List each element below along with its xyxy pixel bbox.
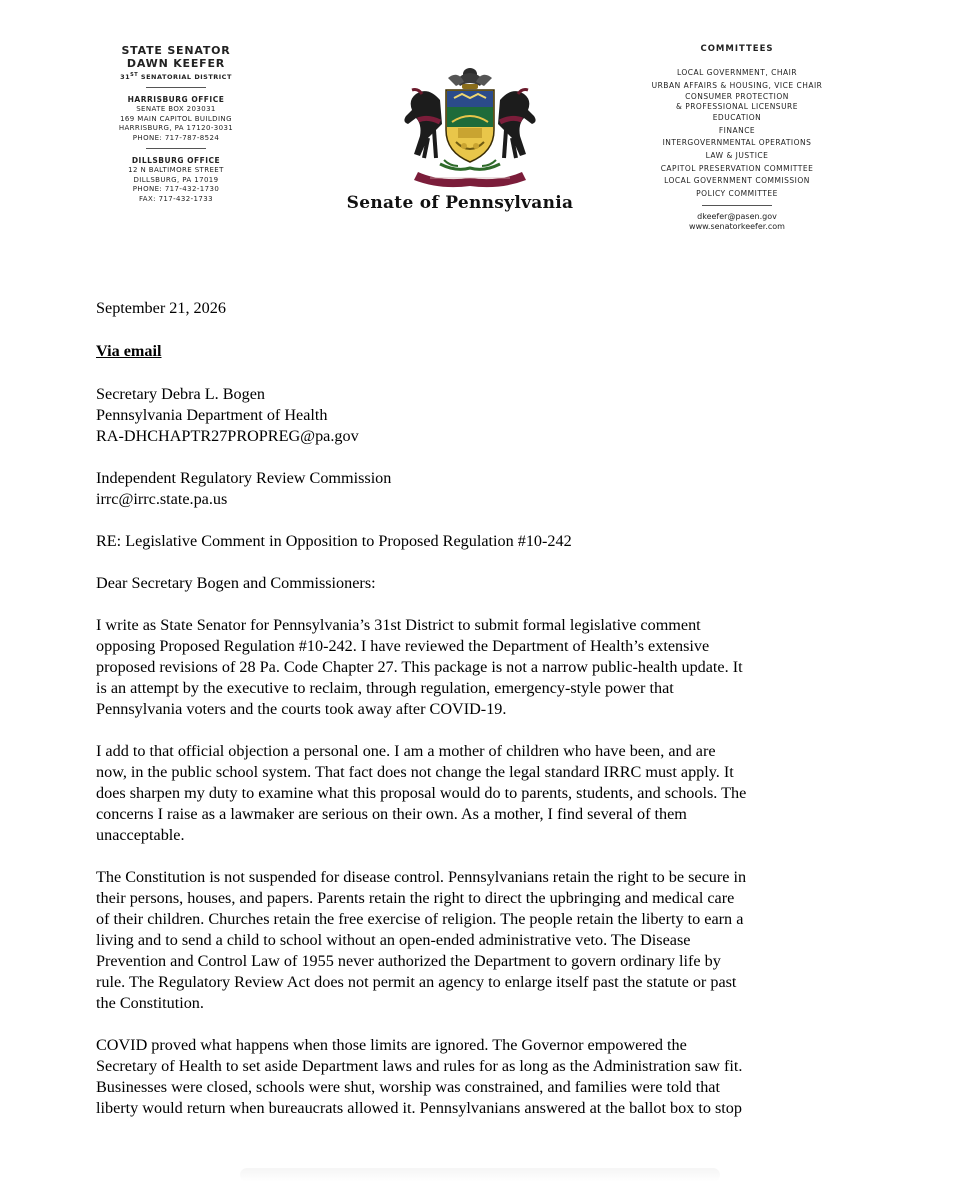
recipient-email[interactable]: RA-DHCHAPTR27PROPREG@pa.gov bbox=[96, 427, 359, 445]
letter-body bbox=[96, 298, 866, 1140]
committee-item: FINANCE bbox=[718, 125, 756, 135]
recipient-line: Independent Regulatory Review Commission bbox=[96, 469, 392, 487]
senator-name: DAWN KEEFER bbox=[126, 57, 226, 70]
eagle-crest bbox=[448, 68, 492, 89]
recipient-line: Pennsylvania Department of Health bbox=[96, 406, 328, 424]
office-line: 12 N BALTIMORE STREET bbox=[128, 166, 224, 175]
office-line: HARRISBURG, PA 17120-3031 bbox=[118, 124, 234, 133]
senator-email[interactable]: dkeefer@pasen.gov bbox=[697, 212, 777, 222]
office-line: PHONE: 717-787-8524 bbox=[132, 133, 220, 142]
motto-ribbon bbox=[414, 172, 526, 187]
recipient-address-2 bbox=[96, 468, 866, 510]
salutation: Dear Secretary Bogen and Commissioners: bbox=[96, 574, 376, 592]
body-paragraph: I write as State Senator for Pennsylvania’s 31st District to submit formal legislative comment opposing Proposed Regulation #10-242. I have reviewed the Department of Health’s extensive proposed revisions of 28 Pa. Code Chapter 27. This package is not a narrow public-health update. It is an attempt by the executive to reclaim, through regulation, emergency-style power that Pennsylvania voters and the courts took away after COVID-19. bbox=[96, 616, 743, 718]
office-heading: HARRISBURG OFFICE bbox=[127, 95, 225, 105]
committee-item: CONSUMER PROTECTION bbox=[685, 92, 789, 102]
office-line: PHONE: 717-432-1730 bbox=[132, 185, 220, 194]
divider bbox=[702, 205, 772, 206]
right-horse bbox=[498, 90, 536, 159]
office-line: SENATE BOX 203031 bbox=[136, 105, 216, 114]
committee-item: & PROFESSIONAL LICENSURE bbox=[675, 102, 799, 112]
body-paragraph: COVID proved what happens when those limits are ignored. The Governor empowered the Secretary of Health to set aside Department laws and rules for as long as the Administration saw fit. Businesses were closed, schools were shut, worship was constrained, and families were told that liberty would return when bureaucrats allowed it. Pennsylvanians answered at the ballot box to stop bbox=[96, 1036, 743, 1117]
shield bbox=[446, 90, 494, 162]
letter-date: September 21, 2026 bbox=[96, 299, 226, 317]
recipient-line: Secretary Debra L. Bogen bbox=[96, 385, 265, 403]
delivery-method: Via email bbox=[96, 342, 162, 360]
pennsylvania-seal-icon bbox=[370, 60, 570, 190]
senatorial-district: 31ST SENATORIAL DISTRICT bbox=[120, 72, 232, 82]
divider bbox=[146, 148, 206, 149]
recipient-email[interactable]: irrc@irrc.state.pa.us bbox=[96, 490, 228, 508]
office-heading: DILLSBURG OFFICE bbox=[131, 156, 221, 166]
committees-block bbox=[622, 44, 852, 231]
committee-item: CAPITOL PRESERVATION COMMITTEE bbox=[660, 163, 814, 173]
body-paragraph: I add to that official objection a personal one. I am a mother of children who have been, and are now, in the public school system. That fact does not change the legal standard IRRC must apply. It does sharpen my duty to examine what this proposal would do to parents, students, and schools. The concerns I raise as a lawmaker are serious on their own. As a mother, I find several of them unacceptable. bbox=[96, 742, 747, 844]
office-line: FAX: 717-432-1733 bbox=[139, 194, 213, 203]
committee-item: LAW & JUSTICE bbox=[705, 150, 769, 160]
committee-item: EDUCATION bbox=[712, 113, 762, 123]
body-paragraph: The Constitution is not suspended for disease control. Pennsylvanians retain the right to be secure in their persons, houses, and papers. Parents retain the right to direct the upbringing and medical care of their children. Churches retain the free exercise of religion. The people retain the liberty to earn a living and to send a child to school without an open-ended administrative veto. The Disease Prevention and Control Law of 1955 never authorized the Department to govern ordinary life by rule. The Regulatory Review Act does not permit an agency to enlarge itself past the statute or past the Constitution. bbox=[96, 868, 747, 1012]
senate-title: Senate of Pennsylvania bbox=[346, 193, 574, 213]
office-line: 169 MAIN CAPITOL BUILDING bbox=[120, 114, 232, 123]
senator-title: STATE SENATOR bbox=[121, 44, 231, 57]
divider bbox=[146, 87, 206, 88]
committee-item: URBAN AFFAIRS & HOUSING, VICE CHAIR bbox=[651, 80, 823, 90]
committee-item: LOCAL GOVERNMENT, CHAIR bbox=[676, 68, 798, 77]
subject-line: RE: Legislative Comment in Opposition to Proposed Regulation #10-242 bbox=[96, 532, 572, 550]
committees-heading: COMMITTEES bbox=[700, 44, 774, 54]
senator-website[interactable]: www.senatorkeefer.com bbox=[689, 221, 785, 231]
committee-item: POLICY COMMITTEE bbox=[696, 188, 778, 198]
senator-contact-block bbox=[96, 44, 256, 204]
recipient-address-1 bbox=[96, 384, 866, 447]
office-line: DILLSBURG, PA 17019 bbox=[133, 175, 219, 184]
committee-item: LOCAL GOVERNMENT COMMISSION bbox=[664, 176, 810, 186]
left-horse bbox=[404, 90, 442, 159]
page-edge-shadow bbox=[240, 1168, 720, 1182]
committee-item: INTERGOVERNMENTAL OPERATIONS bbox=[662, 138, 812, 148]
